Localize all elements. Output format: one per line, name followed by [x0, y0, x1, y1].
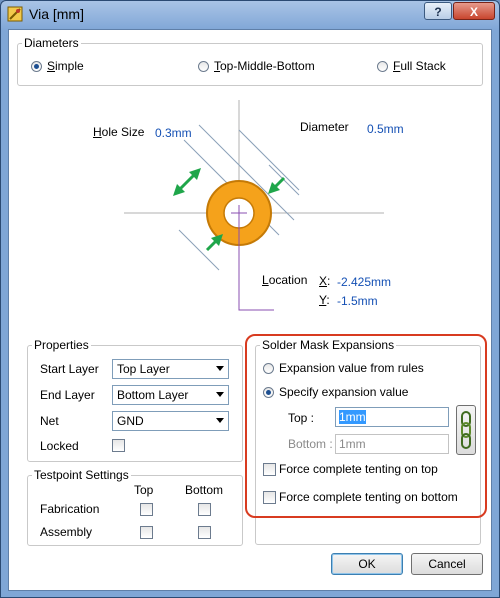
- diameter-full-stack-label[interactable]: Full Stack: [393, 59, 446, 73]
- diameter-top-middle-bottom-radio[interactable]: [198, 61, 209, 72]
- solder-top-input[interactable]: [335, 407, 449, 427]
- solder-bottom-input[interactable]: [335, 434, 449, 454]
- solder-bottom-label: Bottom :: [288, 437, 333, 451]
- location-x-label: X:: [319, 274, 331, 288]
- net-value: GND: [117, 414, 144, 428]
- chevron-down-icon: [216, 392, 224, 397]
- hole-size-arrow: [173, 168, 201, 196]
- diameter-label: Diameter: [300, 120, 349, 134]
- window-title: Via [mm]: [29, 6, 84, 22]
- testpoint-top-header: Top: [134, 483, 154, 497]
- chain-link-icon: [457, 406, 475, 454]
- location-x-value[interactable]: -2.425mm: [337, 275, 392, 289]
- expansion-from-rules-label[interactable]: Expansion value from rules: [279, 361, 424, 375]
- diameter-full-stack-radio[interactable]: [377, 61, 388, 72]
- chevron-down-icon: [216, 418, 224, 423]
- end-layer-select[interactable]: [112, 385, 229, 405]
- locked-checkbox[interactable]: [112, 439, 125, 452]
- diameter-value[interactable]: 0.5mm: [367, 122, 404, 136]
- solder-bottom-value: 1mm: [339, 437, 366, 451]
- specify-expansion-label[interactable]: Specify expansion value: [279, 385, 409, 399]
- tent-top-label[interactable]: Force complete tenting on top: [279, 462, 438, 476]
- net-label: Net: [40, 414, 59, 428]
- start-layer-select[interactable]: [112, 359, 229, 379]
- assembly-top-checkbox[interactable]: [140, 526, 153, 539]
- fabrication-bottom-checkbox[interactable]: [198, 503, 211, 516]
- fabrication-label: Fabrication: [40, 502, 100, 516]
- title-bar[interactable]: [1, 1, 499, 29]
- cancel-button[interactable]: Cancel: [411, 553, 483, 575]
- solder-top-value: 1mm: [339, 410, 366, 424]
- close-button[interactable]: X: [453, 2, 495, 20]
- tent-bottom-checkbox[interactable]: [263, 491, 276, 504]
- start-layer-value: Top Layer: [117, 362, 170, 376]
- diameter-top-middle-bottom-label[interactable]: Top-Middle-Bottom: [214, 59, 315, 73]
- start-layer-label: Start Layer: [40, 362, 99, 376]
- net-select[interactable]: [112, 411, 229, 431]
- assembly-label: Assembly: [40, 525, 93, 539]
- location-y-label: Y:: [319, 293, 330, 307]
- testpoint-bottom-header: Bottom: [185, 483, 224, 497]
- end-layer-value: Bottom Layer: [117, 388, 189, 402]
- dialog-client-area: [8, 29, 492, 591]
- diameter-simple-radio[interactable]: [31, 61, 42, 72]
- tent-bottom-label[interactable]: Force complete tenting on bottom: [279, 490, 458, 504]
- properties-legend: Properties: [34, 338, 89, 352]
- solder-top-label: Top :: [288, 411, 315, 425]
- location-label: Location: [262, 273, 308, 287]
- fabrication-top-checkbox[interactable]: [140, 503, 153, 516]
- testpoint-settings-legend: Testpoint Settings: [34, 468, 129, 482]
- diameter-arrow-top: [268, 178, 284, 194]
- ok-button[interactable]: OK: [331, 553, 403, 575]
- chevron-down-icon: [216, 366, 224, 371]
- end-layer-label: End Layer: [40, 388, 95, 402]
- hole-size-value[interactable]: 0.3mm: [155, 126, 192, 140]
- diameters-legend: Diameters: [24, 36, 79, 50]
- diameter-simple-label[interactable]: Simple: [47, 59, 84, 73]
- via-app-icon: [7, 6, 23, 22]
- locked-label: Locked: [40, 439, 79, 453]
- solder-mask-legend: Solder Mask Expansions: [262, 338, 395, 352]
- location-y-value[interactable]: -1.5mm: [337, 294, 378, 308]
- help-button[interactable]: ?: [424, 2, 452, 20]
- tent-top-checkbox[interactable]: [263, 463, 276, 476]
- hole-size-label: Hole Size: [93, 125, 145, 139]
- diameter-arrow-bottom: [207, 234, 223, 250]
- expansion-from-rules-radio[interactable]: [263, 363, 274, 374]
- specify-expansion-radio[interactable]: [263, 387, 274, 398]
- assembly-bottom-checkbox[interactable]: [198, 526, 211, 539]
- link-values-button[interactable]: [456, 405, 476, 455]
